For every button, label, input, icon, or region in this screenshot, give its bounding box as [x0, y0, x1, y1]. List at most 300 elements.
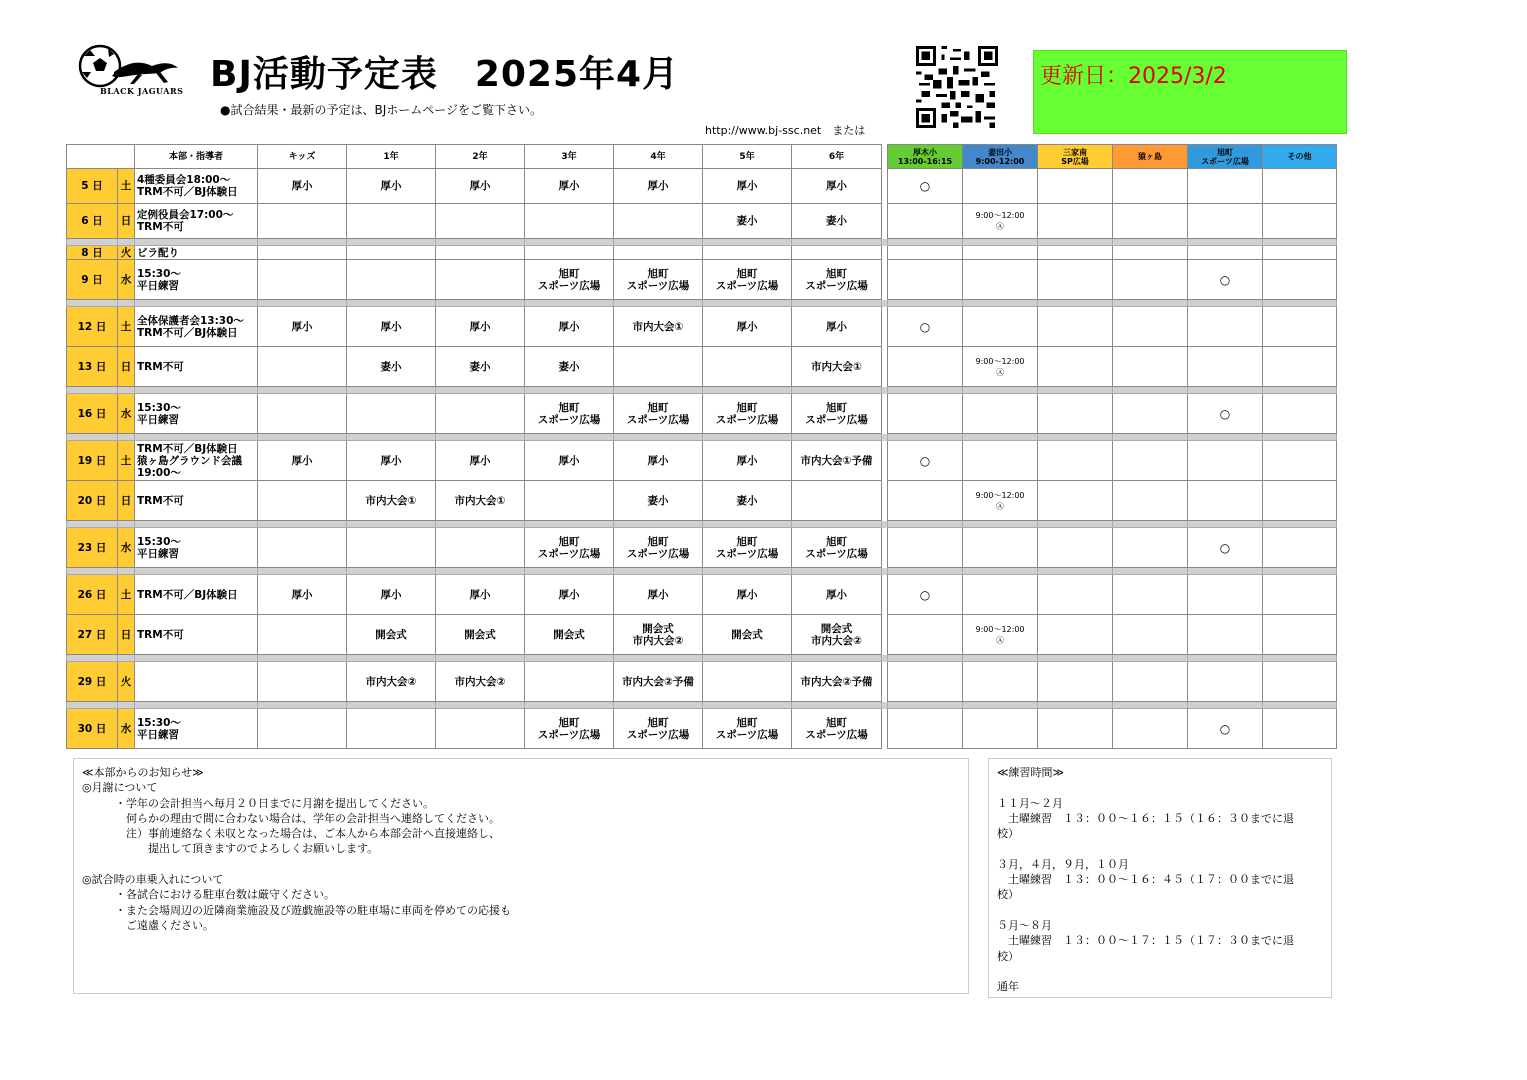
- cell-venue-sarugashima: [1113, 441, 1188, 481]
- separator-cell: [436, 702, 525, 709]
- cell-line: スポーツ広場: [537, 413, 601, 426]
- cell-venue-other: [1263, 307, 1337, 347]
- separator-cell: [258, 655, 347, 662]
- schedule-row: [67, 307, 1337, 347]
- cell-line: 開会式: [820, 622, 853, 635]
- cell-line: 厚小: [826, 588, 847, 601]
- practice-time-box: [988, 758, 1332, 998]
- cell-line: 妻小: [736, 494, 758, 507]
- cell-grade3: [525, 394, 614, 434]
- venue-tsumada-time: 9:00-12:00: [975, 156, 1025, 166]
- cell-line: 15:30～: [137, 267, 181, 280]
- cell-line: ○: [919, 587, 931, 602]
- separator-cell: [1113, 239, 1188, 246]
- text-line: ・また会場周辺の近隣商業施設及び遊戯施設等の駐車場に車両を停めての応援も: [82, 903, 511, 917]
- cell-venue-asahicho: [1188, 481, 1263, 521]
- cell-line: 妻小: [380, 360, 402, 373]
- row-event: [135, 615, 258, 655]
- cell-line: 厚小: [291, 320, 313, 333]
- cell-grade1: [347, 204, 436, 239]
- cell-line: 旭町: [558, 267, 580, 280]
- cell-grade6: [792, 575, 882, 615]
- text-line: ご遠慮ください。: [82, 918, 214, 932]
- separator-cell: [67, 387, 118, 394]
- cell-line: 旭町: [826, 267, 847, 280]
- cell-venue-atsugi: [888, 246, 963, 260]
- separator-cell: [1113, 568, 1188, 575]
- cell-line: ○: [1219, 406, 1231, 421]
- text-line: [997, 841, 1323, 856]
- separator-cell: [525, 239, 614, 246]
- text-line: ・各試合における駐車台数は厳守ください。: [82, 888, 335, 902]
- schedule-row: [67, 204, 1337, 239]
- cell-line: TRM不可: [137, 628, 184, 641]
- separator-cell: [1263, 521, 1337, 528]
- row-weekday: 土: [118, 169, 135, 204]
- separator-cell: [888, 387, 963, 394]
- cell-grade1: [347, 260, 436, 300]
- separator-cell: [347, 655, 436, 662]
- cell-grade5: [703, 169, 792, 204]
- cell-venue-sankeminami: [1038, 575, 1113, 615]
- cell-line: 市内大会②予備: [800, 675, 873, 688]
- separator-cell: [347, 387, 436, 394]
- homepage-url[interactable]: http://www.bj-ssc.net または: [705, 124, 866, 137]
- cell-grade4: [614, 307, 703, 347]
- logo-text: BLACK JAGUARS: [100, 86, 184, 96]
- venue-atsugi-time: 13:00-16:15: [897, 156, 953, 166]
- separator-cell: [1038, 521, 1113, 528]
- cell-grade3: [525, 528, 614, 568]
- cell-grade5: [703, 709, 792, 749]
- cell-venue-sarugashima: [1113, 481, 1188, 521]
- separator-cell: [888, 239, 963, 246]
- cell-grade6: [792, 204, 882, 239]
- cell-grade2: [436, 662, 525, 702]
- separator-cell: [67, 434, 118, 441]
- cell-venue-asahicho: [1188, 662, 1263, 702]
- separator-cell: [1188, 655, 1263, 662]
- cell-grade2: [436, 481, 525, 521]
- separator-cell: [347, 239, 436, 246]
- cell-grade4: [614, 615, 703, 655]
- cell-line: 妻小: [647, 494, 669, 507]
- cell-grade4: [614, 246, 703, 260]
- separator-cell: [963, 300, 1038, 307]
- row-event: [135, 709, 258, 749]
- row-date: 8 日: [67, 246, 118, 260]
- separator-cell: [118, 568, 135, 575]
- cell-grade2: [436, 260, 525, 300]
- separator-cell: [258, 387, 347, 394]
- cell-line: 厚小: [469, 320, 491, 333]
- separator-cell: [1263, 702, 1337, 709]
- text-line: 提出して頂きますのでよろしくお願いします。: [82, 842, 379, 856]
- cell-line: 平日練習: [137, 279, 179, 292]
- venue-tsumada-name: 妻田小: [988, 147, 1012, 157]
- schedule-table: [66, 144, 1337, 749]
- row-weekday: 土: [118, 575, 135, 615]
- cell-line: 厚小: [291, 588, 313, 601]
- row-event: [135, 441, 258, 481]
- cell-line: ○: [1219, 540, 1231, 555]
- cell-line: 市内大会①: [365, 494, 417, 507]
- row-date: 30 日: [67, 709, 118, 749]
- row-event: [135, 528, 258, 568]
- cell-venue-other: [1263, 709, 1337, 749]
- cell-grade4: [614, 709, 703, 749]
- separator-cell: [118, 387, 135, 394]
- updated-date: 更新日：2025/3/2: [1040, 64, 1227, 89]
- row-weekday: 水: [118, 528, 135, 568]
- cell-grade1: [347, 615, 436, 655]
- cell-grade1: [347, 246, 436, 260]
- cell-line: Ⓐ: [996, 222, 1004, 231]
- cell-grade2: [436, 528, 525, 568]
- cell-line: 旭町: [736, 535, 758, 548]
- row-date: 23 日: [67, 528, 118, 568]
- cell-grade2: [436, 246, 525, 260]
- venue-atsugi-name: 厚木小: [913, 147, 937, 157]
- cell-line: スポーツ広場: [715, 279, 779, 292]
- cell-grade1: [347, 481, 436, 521]
- cell-venue-other: [1263, 575, 1337, 615]
- cell-grade4: [614, 481, 703, 521]
- cell-line: スポーツ広場: [805, 728, 868, 741]
- cell-grade3: [525, 441, 614, 481]
- cell-venue-sankeminami: [1038, 307, 1113, 347]
- separator-cell: [1038, 387, 1113, 394]
- separator-cell: [436, 655, 525, 662]
- schedule-row: [67, 481, 1337, 521]
- cell-line: 旭町: [647, 401, 669, 414]
- separator-cell: [118, 300, 135, 307]
- separator-cell: [436, 521, 525, 528]
- cell-grade4: [614, 204, 703, 239]
- cell-line: スポーツ広場: [537, 547, 601, 560]
- cell-grade4: [614, 169, 703, 204]
- separator-cell: [792, 568, 882, 575]
- separator-cell: [1038, 239, 1113, 246]
- cell-venue-asahicho: [1188, 169, 1263, 204]
- separator-cell: [703, 702, 792, 709]
- separator-cell: [703, 239, 792, 246]
- cell-venue-sarugashima: [1113, 394, 1188, 434]
- separator-cell: [135, 300, 258, 307]
- cell-line: 妻小: [469, 360, 491, 373]
- separator-cell: [436, 300, 525, 307]
- separator-cell: [258, 568, 347, 575]
- header-venue-other: その他: [1263, 145, 1337, 169]
- row-date: 9 日: [67, 260, 118, 300]
- cell-kids: [258, 709, 347, 749]
- cell-grade6: [792, 246, 882, 260]
- header-venue-atsugi: [888, 145, 963, 169]
- separator-cell: [135, 655, 258, 662]
- separator-cell: [67, 300, 118, 307]
- venue-sankeminami-name: 三家南: [1063, 147, 1087, 157]
- cell-venue-atsugi: [888, 441, 963, 481]
- cell-venue-other: [1263, 528, 1337, 568]
- cell-line: 9:00～12:00: [975, 624, 1025, 634]
- cell-line: 市内大会①: [454, 494, 506, 507]
- separator-cell: [258, 521, 347, 528]
- row-event: [135, 204, 258, 239]
- cell-grade1: [347, 307, 436, 347]
- header-grade3: 3年: [525, 145, 614, 169]
- separator-cell: [792, 434, 882, 441]
- separator-cell: [258, 434, 347, 441]
- separator-cell: [792, 702, 882, 709]
- cell-line: 旭町: [558, 716, 580, 729]
- separator-cell: [1038, 655, 1113, 662]
- cell-grade2: [436, 204, 525, 239]
- separator-cell: [792, 239, 882, 246]
- text-line: [82, 857, 960, 872]
- separator-cell: [118, 521, 135, 528]
- cell-line: スポーツ広場: [805, 547, 868, 560]
- cell-venue-tsumada: [963, 528, 1038, 568]
- cell-line: 厚小: [469, 180, 491, 192]
- cell-venue-other: [1263, 169, 1337, 204]
- cell-kids: [258, 662, 347, 702]
- cell-grade3: [525, 307, 614, 347]
- cell-grade3: [525, 204, 614, 239]
- separator-cell: [614, 300, 703, 307]
- cell-line: 厚小: [558, 454, 580, 467]
- row-weekday: 水: [118, 709, 135, 749]
- cell-line: 開会式: [642, 622, 674, 635]
- separator-cell: [963, 568, 1038, 575]
- cell-venue-sarugashima: [1113, 307, 1188, 347]
- qr-code-icon[interactable]: [914, 46, 1000, 128]
- row-date: 29 日: [67, 662, 118, 702]
- separator-cell: [1113, 387, 1188, 394]
- venue-asahicho-name: 旭町: [1217, 147, 1233, 157]
- cell-grade3: [525, 481, 614, 521]
- row-separator: [67, 702, 1337, 709]
- separator-cell: [135, 387, 258, 394]
- schedule-row: [67, 441, 1337, 481]
- separator-cell: [347, 300, 436, 307]
- row-event: [135, 246, 258, 260]
- row-date: 12 日: [67, 307, 118, 347]
- cell-line: 旭町: [558, 535, 580, 548]
- cell-venue-asahicho: [1188, 307, 1263, 347]
- text-line: ≪練習時間≫: [997, 766, 1065, 779]
- separator-cell: [1113, 434, 1188, 441]
- row-weekday: 土: [118, 307, 135, 347]
- cell-venue-sarugashima: [1113, 615, 1188, 655]
- cell-grade6: [792, 662, 882, 702]
- row-event: [135, 347, 258, 387]
- separator-cell: [525, 655, 614, 662]
- separator-cell: [1038, 568, 1113, 575]
- cell-grade5: [703, 260, 792, 300]
- cell-venue-tsumada: [963, 662, 1038, 702]
- separator-cell: [525, 521, 614, 528]
- text-line: ５月～８月: [997, 918, 1052, 932]
- cell-grade2: [436, 575, 525, 615]
- cell-venue-tsumada: [963, 204, 1038, 239]
- separator-cell: [1113, 300, 1188, 307]
- separator-cell: [1188, 702, 1263, 709]
- cell-venue-asahicho: [1188, 246, 1263, 260]
- cell-venue-sarugashima: [1113, 260, 1188, 300]
- cell-line: 旭町: [558, 401, 580, 414]
- cell-line: 15:30～: [137, 401, 181, 414]
- separator-cell: [703, 655, 792, 662]
- separator-cell: [614, 568, 703, 575]
- separator-cell: [1188, 239, 1263, 246]
- cell-venue-atsugi: [888, 394, 963, 434]
- cell-venue-sankeminami: [1038, 528, 1113, 568]
- cell-line: 厚小: [380, 588, 402, 601]
- cell-line: 厚小: [558, 180, 580, 192]
- separator-cell: [135, 434, 258, 441]
- separator-cell: [614, 434, 703, 441]
- separator-cell: [347, 434, 436, 441]
- cell-line: スポーツ広場: [626, 547, 690, 560]
- cell-venue-asahicho: [1188, 615, 1263, 655]
- cell-venue-asahicho: [1188, 260, 1263, 300]
- cell-line: スポーツ広場: [715, 547, 779, 560]
- cell-venue-atsugi: [888, 169, 963, 204]
- cell-kids: [258, 394, 347, 434]
- header-grade4: 4年: [614, 145, 703, 169]
- row-separator: [67, 239, 1337, 246]
- separator-cell: [67, 655, 118, 662]
- cell-line: Ⓐ: [996, 501, 1004, 511]
- cell-venue-other: [1263, 481, 1337, 521]
- cell-venue-tsumada: [963, 441, 1038, 481]
- row-weekday: 日: [118, 204, 135, 239]
- separator-cell: [792, 521, 882, 528]
- cell-venue-atsugi: [888, 204, 963, 239]
- cell-line: スポーツ広場: [537, 728, 601, 741]
- cell-venue-sarugashima: [1113, 662, 1188, 702]
- cell-venue-sankeminami: [1038, 615, 1113, 655]
- cell-grade4: [614, 347, 703, 387]
- cell-line: 市内大会①: [632, 320, 684, 333]
- separator-cell: [888, 568, 963, 575]
- schedule-row: [67, 615, 1337, 655]
- cell-venue-asahicho: [1188, 528, 1263, 568]
- cell-grade1: [347, 575, 436, 615]
- cell-kids: [258, 528, 347, 568]
- separator-cell: [888, 434, 963, 441]
- table-header-row: [67, 145, 1337, 169]
- cell-grade6: [792, 260, 882, 300]
- separator-cell: [347, 702, 436, 709]
- separator-cell: [614, 655, 703, 662]
- cell-venue-sarugashima: [1113, 347, 1188, 387]
- row-weekday: 水: [118, 260, 135, 300]
- separator-cell: [135, 521, 258, 528]
- cell-line: スポーツ広場: [805, 279, 868, 292]
- cell-line: TRM不可／BJ体験日: [137, 186, 238, 198]
- row-event: [135, 662, 258, 702]
- cell-line: 厚小: [736, 454, 758, 467]
- separator-cell: [792, 300, 882, 307]
- cell-grade4: [614, 575, 703, 615]
- cell-line: 旭町: [647, 535, 669, 548]
- cell-venue-asahicho: [1188, 394, 1263, 434]
- cell-line: 開会式: [553, 628, 585, 641]
- separator-cell: [888, 655, 963, 662]
- cell-grade2: [436, 709, 525, 749]
- cell-line: 4種委員会18:00～: [137, 174, 231, 186]
- cell-venue-other: [1263, 246, 1337, 260]
- header-date: [67, 145, 135, 169]
- cell-line: 厚小: [647, 588, 669, 601]
- cell-grade2: [436, 441, 525, 481]
- cell-line: 9:00～12:00: [975, 356, 1025, 366]
- cell-grade3: [525, 575, 614, 615]
- cell-venue-sarugashima: [1113, 169, 1188, 204]
- cell-grade6: [792, 347, 882, 387]
- row-event: [135, 307, 258, 347]
- separator-cell: [703, 387, 792, 394]
- cell-kids: [258, 441, 347, 481]
- cell-grade4: [614, 394, 703, 434]
- schedule-row: [67, 528, 1337, 568]
- cell-venue-sankeminami: [1038, 347, 1113, 387]
- separator-cell: [963, 702, 1038, 709]
- cell-venue-other: [1263, 662, 1337, 702]
- header-honbu: 本部・指導者: [135, 145, 258, 169]
- cell-venue-other: [1263, 394, 1337, 434]
- cell-grade6: [792, 307, 882, 347]
- cell-grade5: [703, 441, 792, 481]
- cell-line: TRM不可／BJ体験日: [137, 588, 238, 601]
- cell-line: TRM不可: [137, 221, 184, 233]
- separator-cell: [888, 521, 963, 528]
- schedule-row: [67, 394, 1337, 434]
- separator-cell: [135, 568, 258, 575]
- separator-cell: [703, 300, 792, 307]
- text-line: ３月，４月，９月，１０月: [997, 857, 1129, 871]
- row-date: 19 日: [67, 441, 118, 481]
- cell-venue-other: [1263, 347, 1337, 387]
- cell-venue-other: [1263, 260, 1337, 300]
- cell-line: 旭町: [647, 716, 669, 729]
- schedule-row: [67, 662, 1337, 702]
- cell-grade3: [525, 662, 614, 702]
- cell-venue-sankeminami: [1038, 709, 1113, 749]
- notice-box: [73, 758, 969, 994]
- separator-cell: [1038, 300, 1113, 307]
- row-separator: [67, 655, 1337, 662]
- cell-venue-atsugi: [888, 575, 963, 615]
- cell-line: TRM不可: [137, 360, 184, 373]
- cell-line: 旭町: [736, 401, 758, 414]
- separator-cell: [436, 239, 525, 246]
- cell-grade1: [347, 169, 436, 204]
- cell-grade1: [347, 347, 436, 387]
- separator-cell: [436, 568, 525, 575]
- separator-cell: [963, 521, 1038, 528]
- schedule-row: [67, 246, 1337, 260]
- cell-grade5: [703, 307, 792, 347]
- cell-grade3: [525, 260, 614, 300]
- row-date: 20 日: [67, 481, 118, 521]
- venue-asahicho-sub: スポーツ広場: [1201, 156, 1249, 166]
- cell-venue-atsugi: [888, 662, 963, 702]
- page-title: BJ活動予定表 2025年4月: [210, 54, 680, 95]
- row-weekday: 日: [118, 481, 135, 521]
- cell-line: 厚小: [291, 454, 313, 467]
